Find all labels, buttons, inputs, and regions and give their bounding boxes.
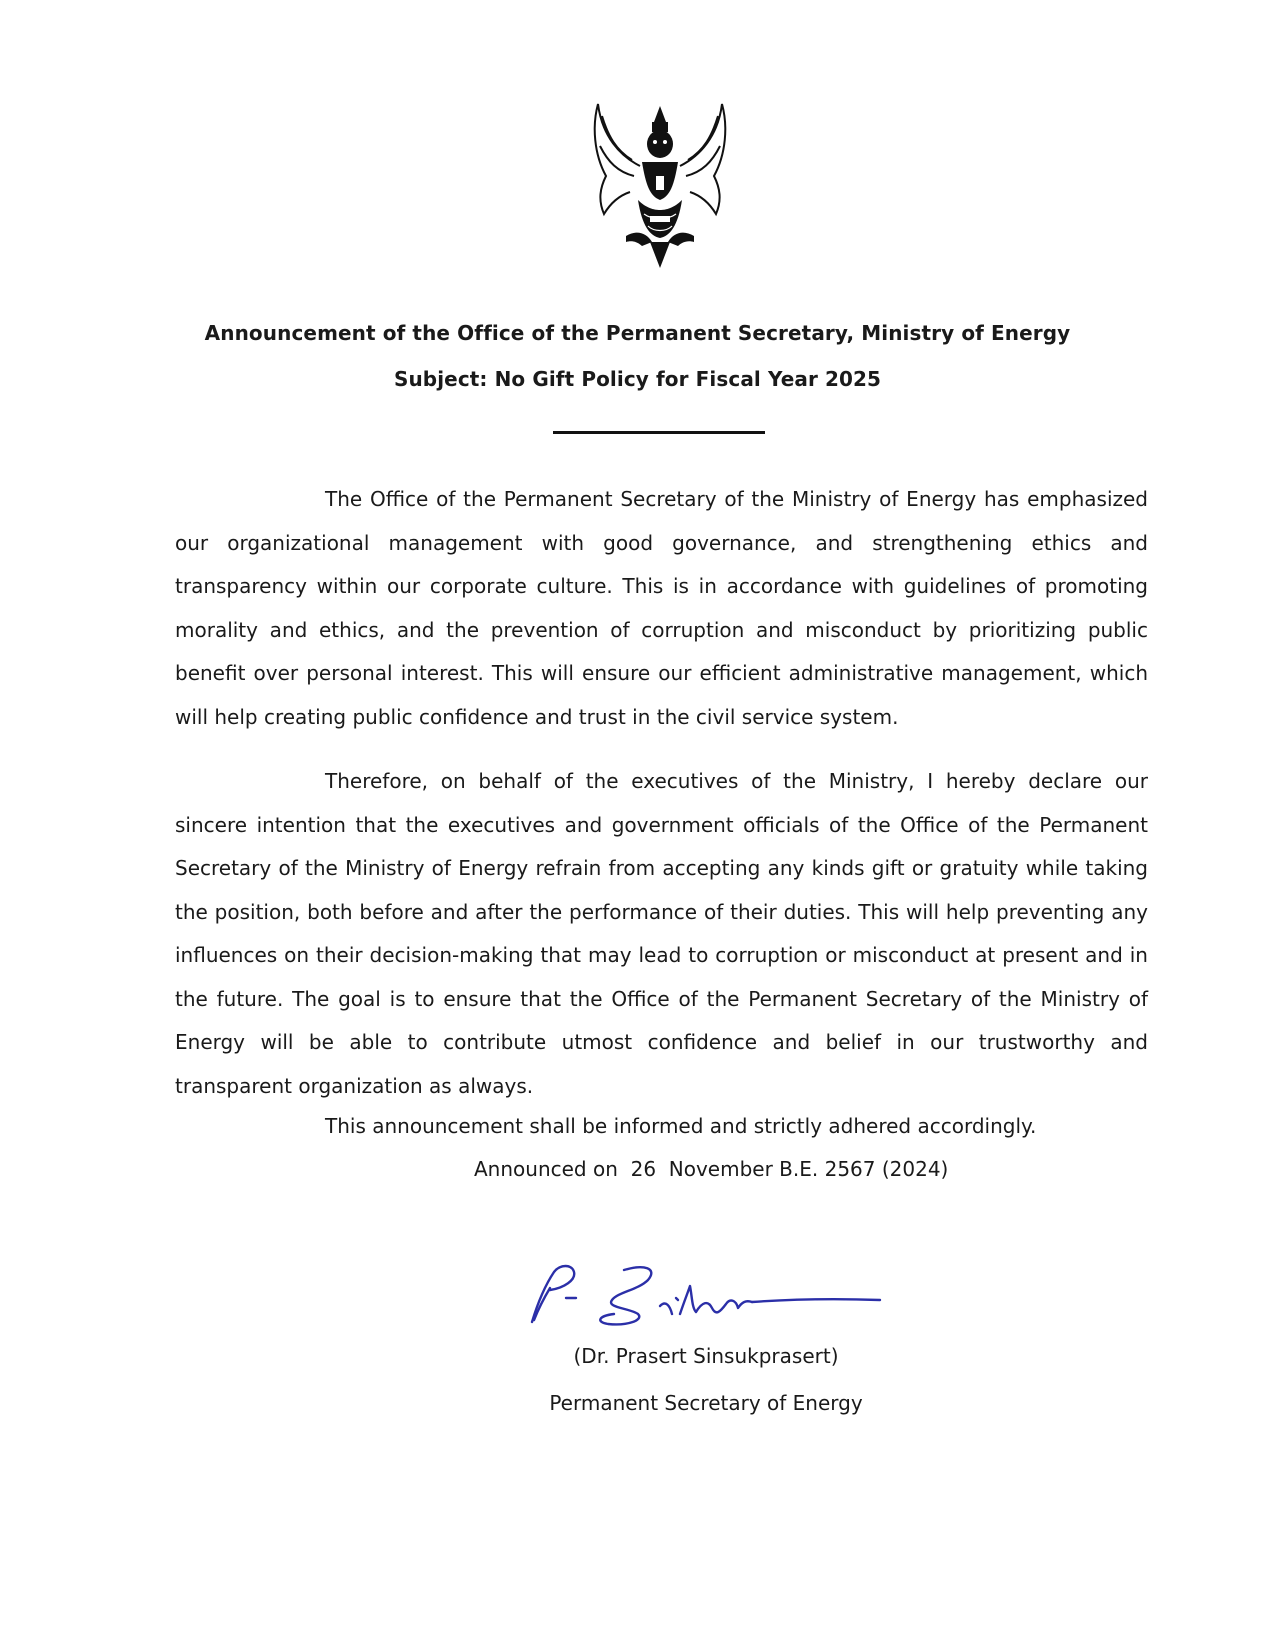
title-divider bbox=[553, 431, 765, 434]
body-paragraph: The Office of the Permanent Secretary of the Ministry of Energy has emphasized our organizational management with good governance, and strengthening ethics and transparency within our corporate culture. This is in accordance with guidelines of promoting morality and ethics, and the prevention of corruption and misconduct by prioritizing public benefit over personal interest. This will ensure our efficient administrative management, which will help creating public confidence and trust in the civil service system. bbox=[175, 487, 1148, 729]
garuda-emblem-icon bbox=[580, 96, 740, 272]
document-subject: Subject: No Gift Policy for Fiscal Year 2025 bbox=[393, 367, 882, 391]
body-paragraph: Therefore, on behalf of the executives of the Ministry, I hereby declare our sincere intention that the executives and government officials of the Office of the Permanent Secretary of the Ministry of Energy refrain from accepting any kinds gift or gratuity while taking the position, both before and after the performance of their duties. This will help preventing any influences on their decision-making that may lead to corruption or misconduct at present and in the future. The goal is to ensure that the Office of the Permanent Secretary of the Ministry of Energy will be able to contribute utmost confidence and belief in our trustworthy and transparent organization as always. bbox=[175, 769, 1148, 1098]
document-title: Announcement of the Office of the Permanent Secretary, Ministry of Energy bbox=[204, 321, 1071, 345]
closing-statement: This announcement shall be informed and strictly adhered accordingly. bbox=[325, 1114, 1037, 1138]
announcement-date: Announced on 26 November B.E. 2567 (2024) bbox=[474, 1157, 949, 1181]
signer-name: (Dr. Prasert Sinsukprasert) bbox=[573, 1344, 839, 1368]
signer-title: Permanent Secretary of Energy bbox=[549, 1391, 863, 1415]
signature-image bbox=[520, 1262, 890, 1332]
